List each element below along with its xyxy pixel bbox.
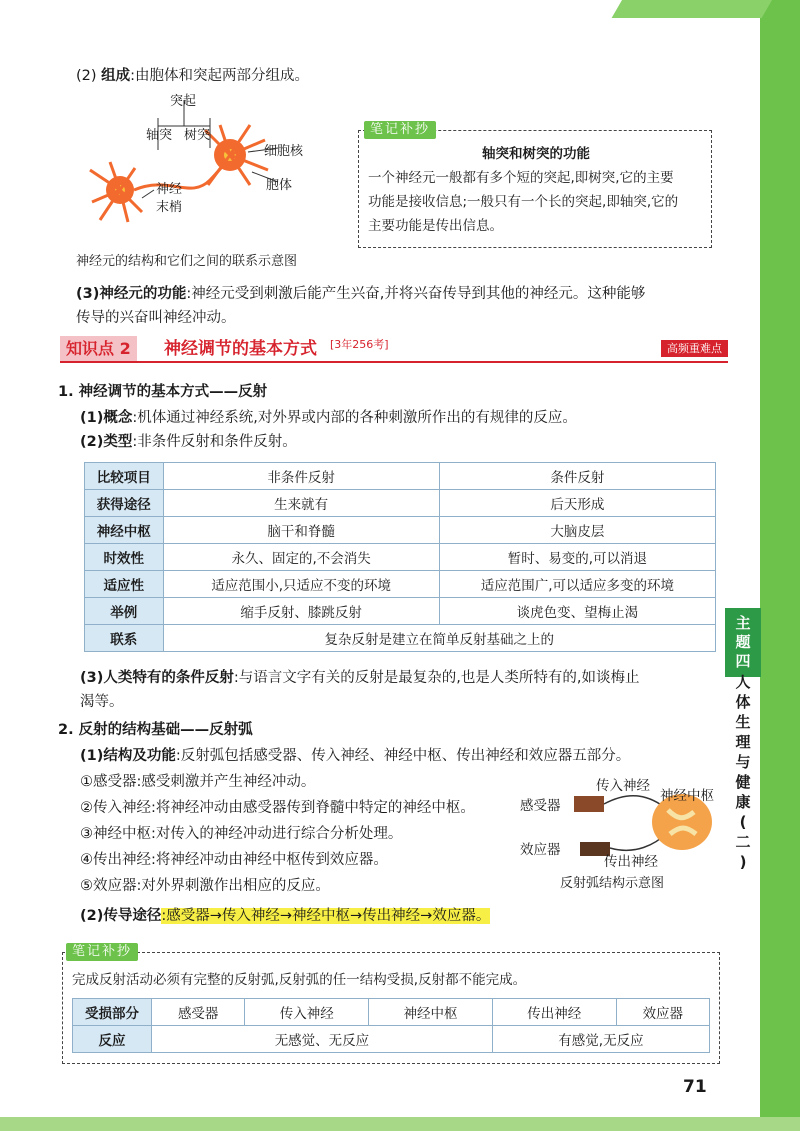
table-row <box>85 544 716 571</box>
neuron-diagram-caption: 神经元的结构和它们之间的联系示意图 <box>76 254 298 269</box>
arc-path: (2)传导途径:感受器→传入神经→神经中枢→传出神经→效应器。 <box>80 908 491 924</box>
arc-item-3: ③神经中枢:对传入的神经冲动进行综合分析处理。 <box>80 826 403 842</box>
arc-label-receptor: 感受器 <box>520 798 561 814</box>
table-header-cell: 联系 <box>85 625 164 652</box>
table-row <box>85 571 716 598</box>
knowledge-point-underline <box>60 361 728 363</box>
arc-heading: 2. 反射的结构基础——反射弧 <box>58 722 253 738</box>
knowledge-point-badge: 高频重难点 <box>661 340 728 357</box>
knowledge-point-label: 知识点 2 <box>60 336 137 362</box>
arc-label-center: 神经中枢 <box>660 788 714 804</box>
function-line-2: 传导的兴奋叫神经冲动。 <box>76 310 236 326</box>
table-header-cell: 获得途径 <box>85 490 164 517</box>
function-line-1: (3)神经元的功能:神经元受到刺激后能产生兴奋,并将兴奋传导到其他的神经元。这种能够 <box>76 286 646 302</box>
table-header-cell: 比较项目 <box>85 463 164 490</box>
note-line-3: 主要功能是传出信息。 <box>368 218 503 234</box>
table-row <box>73 1026 710 1053</box>
table-header-cell: 举例 <box>85 598 164 625</box>
table-row <box>73 999 710 1026</box>
table-row <box>85 463 716 490</box>
table-cell: 大脑皮层 <box>439 517 715 544</box>
table-cell: 后天形成 <box>439 490 715 517</box>
label-nerve-ending-1: 神经 <box>156 182 183 197</box>
label-process: 突起 <box>170 94 197 109</box>
reflex-concept: (1)概念:机体通过神经系统,对外界或内部的各种刺激所作出的有规律的反应。 <box>80 410 577 426</box>
table-cell: 非条件反射 <box>163 463 439 490</box>
table-cell: 有感觉,无反应 <box>492 1026 709 1053</box>
page-number: 71 <box>683 1077 707 1097</box>
table-header-cell: 受损部分 <box>73 999 152 1026</box>
table-cell: 脑干和脊髓 <box>163 517 439 544</box>
table-cell: 感受器 <box>152 999 245 1026</box>
knowledge-point-exam-note: [3年256考] <box>330 338 389 351</box>
note-title: 轴突和树突的功能 <box>482 146 590 162</box>
side-tab-theme <box>725 608 761 677</box>
neuron-left <box>90 162 142 222</box>
table-cell: 适应范围小,只适应不变的环境 <box>163 571 439 598</box>
note2-text: 完成反射活动必须有完整的反射弧,反射弧的任一结构受损,反射都不能完成。 <box>72 972 527 988</box>
arc-structure: (1)结构及功能:反射弧包括感受器、传入神经、神经中枢、传出神经和效应器五部分。 <box>80 748 631 764</box>
label-cell-body: 胞体 <box>266 178 293 193</box>
knowledge-point-title: 神经调节的基本方式 <box>164 339 317 359</box>
note-line-1: 一个神经元一般都有多个短的突起,即树突,它的主要 <box>368 170 674 186</box>
table-cell: 暂时、易变的,可以消退 <box>439 544 715 571</box>
page-bottom-decoration <box>0 1117 800 1131</box>
arc-item-4: ④传出神经:将神经冲动由神经中枢传到效应器。 <box>80 852 388 868</box>
receptor-shape <box>574 796 604 812</box>
arc-item-1: ①感受器:感受刺激并产生神经冲动。 <box>80 774 316 790</box>
arc-item-5: ⑤效应器:对外界刺激作出相应的反应。 <box>80 878 330 894</box>
table-cell: 条件反射 <box>439 463 715 490</box>
table-row <box>85 598 716 625</box>
table-header-cell: 适应性 <box>85 571 164 598</box>
table-row <box>85 517 716 544</box>
table-cell: 无感觉、无反应 <box>152 1026 493 1053</box>
neuron-diagram <box>80 90 300 250</box>
label-dendrite: 树突 <box>184 128 211 143</box>
table-row <box>85 490 716 517</box>
table-cell: 谈虎色变、望梅止渴 <box>439 598 715 625</box>
note2-tag: 笔记补抄 <box>66 943 138 961</box>
reflex-type: (2)类型:非条件反射和条件反射。 <box>80 434 297 450</box>
note-line-2: 功能是接收信息;一般只有一个长的突起,即轴突,它的 <box>368 194 679 210</box>
table-header-cell: 时效性 <box>85 544 164 571</box>
arc-label-afferent: 传入神经 <box>596 778 650 794</box>
table-cell: 神经中枢 <box>369 999 493 1026</box>
table-cell: 效应器 <box>616 999 709 1026</box>
arc-item-2: ②传入神经:将神经冲动由感受器传到脊髓中特定的神经中枢。 <box>80 800 475 816</box>
table-cell: 复杂反射是建立在简单反射基础之上的 <box>163 625 715 652</box>
table-cell: 适应范围广,可以适应多变的环境 <box>439 571 715 598</box>
label-nucleus: 细胞核 <box>264 144 304 159</box>
table-cell: 传入神经 <box>245 999 369 1026</box>
page-corner-decoration <box>612 0 772 18</box>
label-axon: 轴突 <box>146 128 173 143</box>
reflex-comparison-table <box>84 462 716 652</box>
table-cell: 传出神经 <box>492 999 616 1026</box>
page-border-decoration <box>760 0 800 1131</box>
human-reflex-line-2: 渴等。 <box>80 694 124 710</box>
label-nerve-ending-2: 末梢 <box>156 200 183 215</box>
note-tag: 笔记补抄 <box>364 121 436 139</box>
arc-label-effector: 效应器 <box>520 842 561 858</box>
neuron-right <box>205 125 268 185</box>
knowledge-point-bar <box>60 336 728 362</box>
arc-label-efferent: 传出神经 <box>604 854 658 870</box>
table-row <box>85 625 716 652</box>
table-cell: 缩手反射、膝跳反射 <box>163 598 439 625</box>
arc-diagram-caption: 反射弧结构示意图 <box>560 876 665 891</box>
table-header-cell: 反应 <box>73 1026 152 1053</box>
reflex-heading: 1. 神经调节的基本方式——反射 <box>58 384 268 400</box>
human-reflex-line-1: (3)人类特有的条件反射:与语言文字有关的反射是最复杂的,也是人类所特有的,如谈梅止 <box>80 670 640 686</box>
side-tab-theme-text: 主 题 四 <box>735 614 751 670</box>
side-tab-subject: 人 体 生 理 与 健 康 ( 二 ) <box>735 673 751 871</box>
table-cell: 生来就有 <box>163 490 439 517</box>
table-header-cell: 神经中枢 <box>85 517 164 544</box>
ending-pointer <box>142 190 154 198</box>
arc-damage-table <box>72 998 710 1053</box>
table-cell: 永久、固定的,不会消失 <box>163 544 439 571</box>
composition-line: (2) 组成:由胞体和突起两部分组成。 <box>76 68 310 84</box>
